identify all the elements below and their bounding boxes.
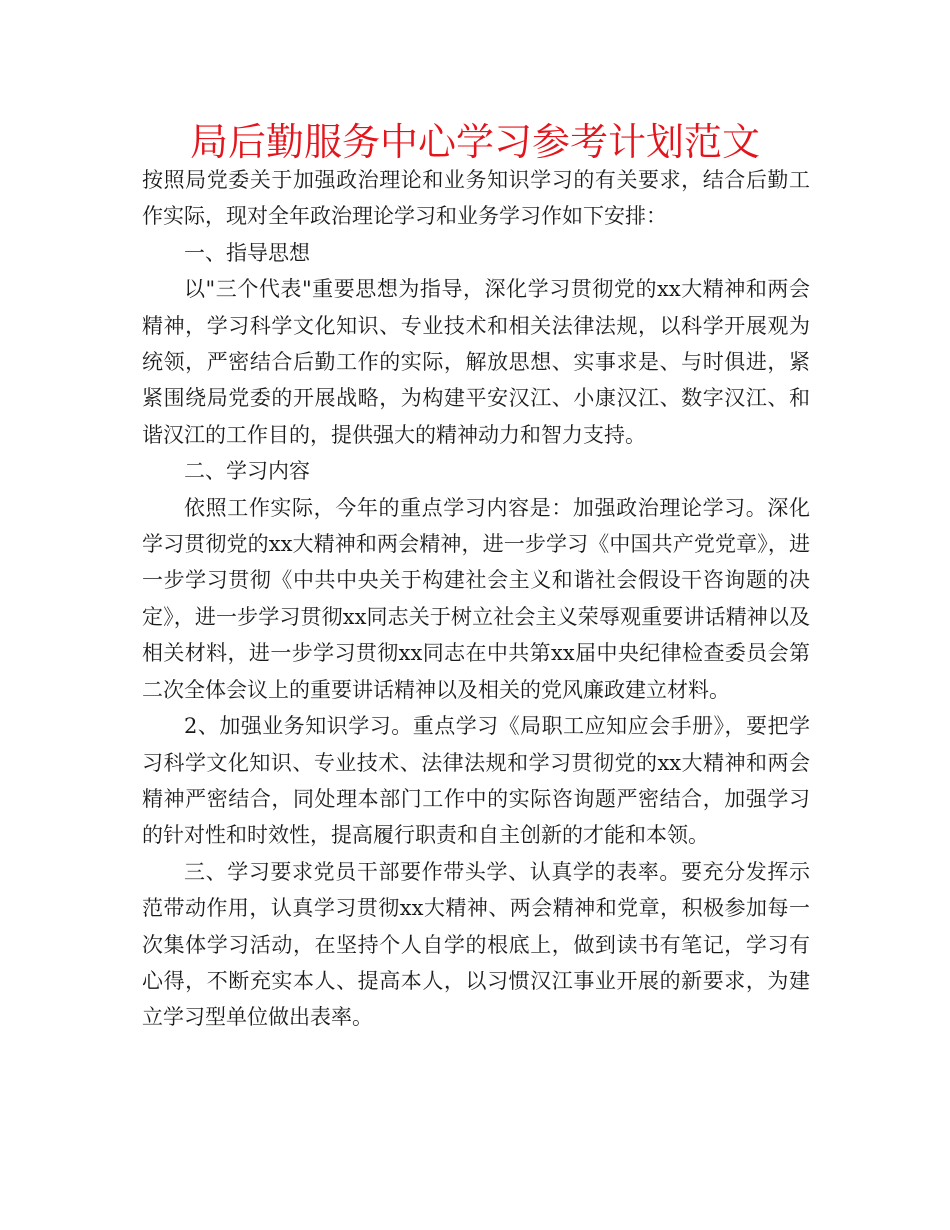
intro-paragraph: 按照局党委关于加强政治理论和业务知识学习的有关要求，结合后勤工作实际，现对全年政治理论学习和业务学习作如下安排： [142, 168, 810, 229]
study-content-paragraph: 依照工作实际，今年的重点学习内容是：加强政治理论学习。深化学习贯彻党的xx大精神和两会精神，进一步学习《中国共产党党章》，进一步学习贯彻《中共中央关于构建社会主义和谐社会假设干咨询题的决定》，进一步学习贯彻xx同志关于树立社会主义荣辱观重要讲话精神以及相关材料，进一步学习贯彻xx同志在中共第xx届中央纪律检查委员会第二次全体会议上的重要讲话精神以及相关的党风廉政建立材料。 [142, 495, 810, 702]
business-knowledge-paragraph: 2、加强业务知识学习。重点学习《局职工应知应会手册》，要把学习科学文化知识、专业技术、法律法规和学习贯彻党的xx大精神和两会精神严密结合，同处理本部门工作中的实际咨询题严密结合，加强学习的针对性和时效性，提高履行职责和自主创新的才能和本领。 [142, 714, 810, 848]
document-title: 局后勤服务中心学习参考计划范文 [189, 120, 760, 164]
section-heading-guiding-thought: 一、指导思想 [184, 240, 310, 265]
document-body [142, 162, 810, 1036]
section-heading-study-content: 二、学习内容 [184, 459, 310, 484]
guiding-thought-paragraph: 以"三个代表"重要思想为指导，深化学习贯彻党的xx大精神和两会精神，学习科学文化知识、专业技术和相关法律法规，以科学开展观为统领，严密结合后勤工作的实际，解放思想、实事求是、与时俱进，紧紧围绕局党委的开展战略，为构建平安汉江、小康汉江、数字汉江、和谐汉江的工作目的，提供强大的精神动力和智力支持。 [142, 277, 810, 447]
study-requirements-paragraph: 三、学习要求党员干部要作带头学、认真学的表率。要充分发挥示范带动作用，认真学习贯彻xx大精神、两会精神和党章，积极参加每一次集体学习活动，在坚持个人自学的根底上，做到读书有笔记，学习有心得，不断充实本人、提高本人，以习惯汉江事业开展的新要求，为建立学习型单位做出表率。 [142, 859, 810, 1030]
